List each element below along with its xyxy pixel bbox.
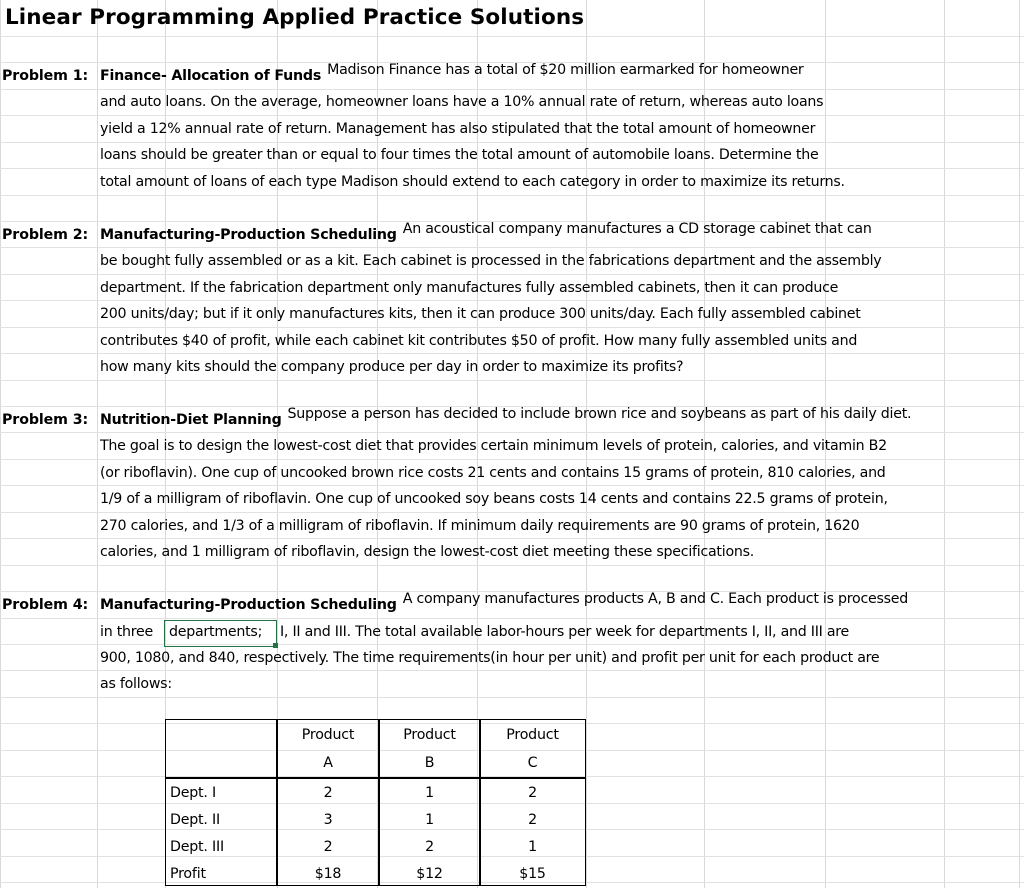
problem-3-line-2: The goal is to design the lowest-cost diet that provides certain minimum levels of protein, calories, and vitamin B2 [100,437,887,454]
grid-vline [944,0,945,888]
problem-4-line-2-pre: in three [100,623,153,640]
table-header-product-b-letter: B [424,755,435,771]
problem-4-heading [100,592,908,618]
problem-3-heading-text: Nutrition-Diet Planning [100,411,282,428]
problem-1-heading-text: Finance- Allocation of Funds [100,67,322,84]
table-cell-dept3-a: 2 [323,838,333,855]
grid-hline [0,36,1024,37]
problem-1-label: Problem 1: [2,67,89,84]
grid-hline [0,380,1024,381]
problem-1-line-5: total amount of loans of each type Madison should extend to each category in order to maximize its returns. [100,173,845,190]
table-row-label-profit: Profit [170,865,206,882]
problem-2-line-5: contributes $40 of profit, while each cabinet kit contributes $50 of profit. How many fully assembled units and [100,332,858,349]
table-header-product-a-letter: A [323,755,333,771]
problem-3-line-5: 270 calories, and 1/3 of a milligram of riboflavin. If minimum daily requirements are 90 grams of protein, 1620 [100,517,860,534]
table-cell-profit-b: $12 [416,865,443,882]
table-cell-dept1-a: 2 [323,784,333,801]
problem-1-line-3: yield a 12% annual rate of return. Management has also stipulated that the total amount of homeowner [100,120,816,137]
problem-3-heading [100,407,911,433]
table-cell-dept2-b: 1 [425,811,434,828]
table-header-product-c-letter: C [527,755,538,771]
table-cell-profit-c: $15 [519,865,546,882]
table-header-product-a-word: Product [301,726,355,743]
table-cell-dept3-c: 1 [528,838,537,855]
problem-4-line-1: A company manufactures products A, B and C. Each product is processed [402,591,909,607]
fill-handle[interactable] [273,643,278,648]
table-cell-dept2-a: 3 [323,811,333,828]
problem-2-line-2: be bought fully assembled or as a kit. Each cabinet is processed in the fabrications department and the assembly [100,252,882,269]
problem-3-line-3: (or riboflavin). One cup of uncooked brown rice costs 21 cents and contains 15 grams of protein, 810 calories, and [100,464,886,481]
problem-4-line-3: 900, 1080, and 840, respectively. The time requirements(in hour per unit) and profit per unit for each product are [100,649,880,666]
grid-vline [1019,0,1020,888]
problem-3-line-1: Suppose a person has decided to include brown rice and soybeans as part of his daily diet. [287,406,912,422]
problem-1-line-4: loans should be greater than or equal to four times the total amount of automobile loans. Determine the [100,146,819,163]
problem-2-line-6: how many kits should the company produce per day in order to maximize its profits? [100,358,684,375]
problem-1-line-1: Madison Finance has a total of $20 million earmarked for homeowner [327,62,804,78]
table-row-label-dept-1: Dept. I [170,784,217,801]
active-cell-content[interactable]: departments; [169,623,263,640]
problem-1-line-2: and auto loans. On the average, homeowner loans have a 10% annual rate of return, whereas auto loans [100,93,824,110]
problem-3-line-4: 1/9 of a milligram of riboflavin. One cup of uncooked soy beans costs 14 cents and contains 22.5 grams of protein, [100,490,888,507]
table-cell-dept2-c: 2 [528,811,537,828]
problem-2-label: Problem 2: [2,226,89,243]
problem-2-heading-text: Manufacturing-Production Scheduling [100,226,397,243]
table-cell-dept1-b: 1 [425,784,434,801]
problem-3-line-6: calories, and 1 milligram of riboflavin, design the lowest-cost diet meeting these specifications. [100,543,755,560]
table-header-product-b-word: Product [403,726,456,743]
problem-4-heading-text: Manufacturing-Production Scheduling [100,596,397,613]
problem-2-heading [100,222,872,248]
problem-2-line-4: 200 units/day; but if it only manufactures kits, then it can produce 300 units/day. Each fully assembled cabinet [100,305,861,322]
problem-3-label: Problem 3: [2,411,89,428]
grid-hline [0,565,1024,566]
problem-4-line-4: as follows: [100,675,172,692]
product-requirements-table[interactable] [165,719,586,886]
grid-vline [97,0,98,888]
grid-hline [0,195,1024,196]
table-header-product-c-word: Product [506,726,559,743]
table-row-label-dept-2: Dept. II [170,811,221,828]
grid-hline [0,697,1024,698]
problem-1-heading [100,63,804,89]
page-title: Linear Programming Applied Practice Solutions [5,5,585,31]
grid-vline [0,0,1,888]
table-row-label-dept-3: Dept. III [170,838,224,855]
problem-4-line-2-post: I, II and III. The total available labor-hours per week for departments I, II, and III are [280,623,850,640]
table-cell-dept1-c: 2 [528,784,537,801]
problem-2-line-1: An acoustical company manufactures a CD storage cabinet that can [402,221,872,237]
table-cell-dept3-b: 2 [425,838,434,855]
problem-2-line-3: department. If the fabrication department only manufactures fully assembled cabinets, then it can produce [100,279,839,296]
table-cell-profit-a: $18 [314,865,342,882]
problem-4-label: Problem 4: [2,596,89,613]
